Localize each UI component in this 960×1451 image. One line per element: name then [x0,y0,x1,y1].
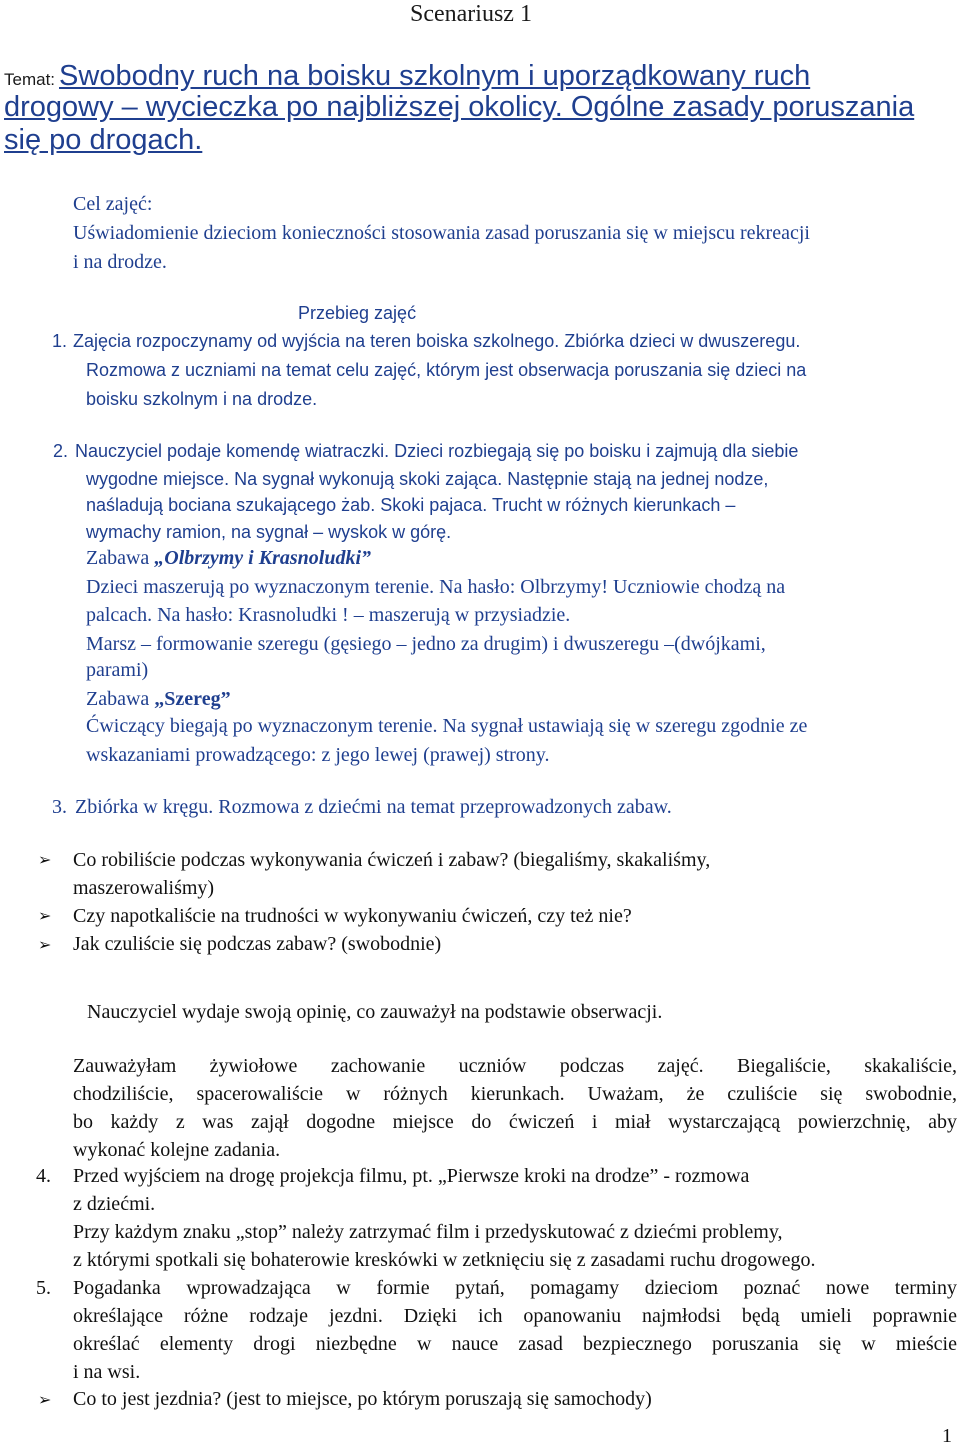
list-item [38,935,51,955]
list-item [38,906,51,926]
step-2-text: Dzieci maszerują po wyznaczonym terenie. Na hasło: Olbrzymy! Uczniowie chodzą na [86,576,786,598]
step-2-text: naśladują bociana szukającego żab. Skoki pajaca. Trucht w różnych kierunkach – [86,495,736,515]
arrow-bullet-icon: ➢ [38,906,52,925]
document-title: Scenariusz 1 [410,1,532,27]
step-number: 5. [36,1277,51,1299]
goal-label: Cel zajęć: [73,193,153,215]
question-text: maszerowaliśmy) [73,877,215,899]
topic-text: drogowy – wycieczka po najbliższej okolicy. Ogólne zasady poruszania [4,91,915,123]
step-4-text: Przed wyjściem na drogę projekcja filmu, pt. „Pierwsze kroki na drodze” - rozmowa [73,1165,750,1187]
list-item [38,1390,51,1410]
step-4-text: z dziećmi. [73,1193,156,1215]
arrow-bullet-icon: ➢ [38,935,52,954]
step-5-text: określać elementy drogi niezbędne w nauce zasad bezpiecznego poruszania się w mieście [73,1333,957,1355]
goal-text: i na drodze. [73,251,167,273]
step-4-text: z którymi spotkali się bohaterowie kreskówki w zetknięciu się z zasadami ruchu drogowego. [73,1249,816,1271]
game-name: „Szereg” [154,688,231,710]
observation-text: Zauważyłam żywiołowe zachowanie uczniów podczas zajęć. Biegaliście, skakaliście, [73,1055,957,1077]
step-1-text: Rozmowa z uczniami na temat celu zajęć, którym jest obserwacja poruszania się dzieci na [86,360,807,380]
game-prefix: Zabawa [86,547,155,569]
step-number: 4. [36,1165,51,1187]
step-3-text: Zbiórka w kręgu. Rozmowa z dziećmi na temat przeprowadzonych zabaw. [75,796,672,818]
topic-line-1 [4,60,810,93]
game-prefix: Zabawa [86,688,155,710]
step-5-text: określające różne rodzaje jezdni. Dzięki ich opanowaniu najmłodsi będą umieli poprawnie [73,1305,957,1327]
step-2-text: Ćwiczący biegają po wyznaczonym terenie. Na sygnał ustawiają się w szeregu zgodnie ze [86,715,808,737]
step-2-text: Marsz – formowanie szeregu (gęsiego – jedno za drugim) i dwuszeregu –(dwójkami, [86,633,766,655]
question-text: Czy napotkaliście na trudności w wykonywaniu ćwiczeń, czy też nie? [73,905,632,927]
observation-text: chodziliście, spacerowaliście w różnych kierunkach. Uważam, że czuliście się swobodnie, [73,1083,957,1105]
question-text: Jak czuliście się podczas zabaw? (swobodnie) [73,933,442,955]
step-number: 3. [52,796,67,818]
step-1-text: Zajęcia rozpoczynamy od wyjścia na teren boiska szkolnego. Zbiórka dzieci w dwuszeregu. [73,331,801,351]
step-2-text: wskazaniami prowadzącego: z jego lewej (prawej) strony. [86,744,550,766]
step-5-text: i na wsi. [73,1361,141,1383]
step-2-text: palcach. Na hasło: Krasnoludki ! – maszerują w przysiadzie. [86,604,571,626]
arrow-bullet-icon: ➢ [38,1390,52,1409]
teacher-opinion: Nauczyciel wydaje swoją opinię, co zauważył na podstawie obserwacji. [87,1001,663,1023]
topic-label: Temat: [4,70,56,89]
step-2-text: wymachy ramion, na sygnał – wyskok w górę. [86,522,452,542]
question-text: Co robiliście podczas wykonywania ćwiczeń i zabaw? (biegaliśmy, skakaliśmy, [73,849,711,871]
page-number: 1 [942,1425,952,1447]
course-heading: Przebieg zajęć [298,303,417,323]
step-1-text: boisku szkolnym i na drodze. [86,389,318,409]
topic-text: się po drogach. [4,124,203,156]
game-heading [86,547,371,570]
arrow-bullet-icon: ➢ [38,850,52,869]
list-item [38,850,51,870]
observation-text: bo każdy z was zajął dogodne miejsce do ćwiczeń i miał wystarczającą powierzchnię, aby [73,1111,957,1133]
final-question: Co to jest jezdnia? (jest to miejsce, po którym poruszają się samochody) [73,1388,652,1410]
step-2-text: Nauczyciel podaje komendę wiatraczki. Dzieci rozbiegają się po boisku i zajmują dla siebie [75,441,799,461]
step-2-text: wygodne miejsce. Na sygnał wykonują skoki zająca. Następnie stają na jednej nodze, [86,469,769,489]
step-number: 2. [53,441,69,461]
step-number: 1. [52,331,68,351]
game-heading [86,688,231,711]
step-2-text: parami) [86,659,149,681]
observation-text: wykonać kolejne zadania. [73,1139,281,1161]
step-5-text: Pogadanka wprowadzająca w formie pytań, pomagamy dzieciom poznać nowe terminy [73,1277,957,1299]
topic-text: Swobodny ruch na boisku szkolnym i uporządkowany ruch [59,60,811,92]
game-name: „Olbrzymy i Krasnoludki” [154,547,371,569]
step-4-text: Przy każdym znaku „stop” należy zatrzymać film i przedyskutować z dziećmi problemy, [73,1221,783,1243]
goal-text: Uświadomienie dzieciom konieczności stosowania zasad poruszania się w miejscu rekreacji [73,222,810,244]
